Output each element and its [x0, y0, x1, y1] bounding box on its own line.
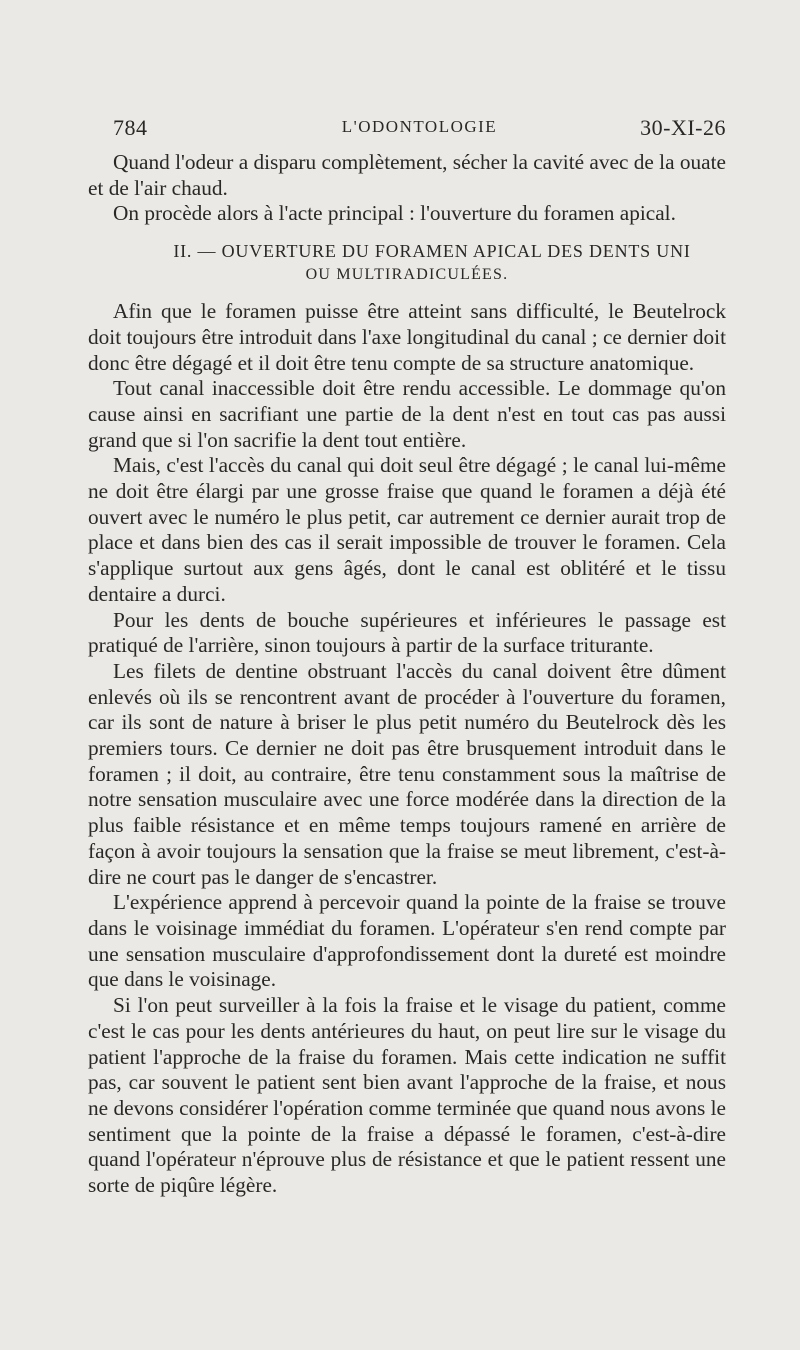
- section-heading-line-2: OU MULTIRADICULÉES.: [305, 266, 509, 284]
- paragraph: Si l'on peut surveiller à la fois la fraise et le visage du patient, comme c'est le cas pour les dents antérieures du haut, on peut lire sur le visage du patient l'approche de la fraise du foramen. Mais cette indication ne suffit pas, car souvent le patient sent bien avant l'approche de la fraise, et nous ne devons considérer l'opération comme terminée que quand nous avons le sentiment que la pointe de la fraise a dépassé le foramen, c'est-à-dire quand l'opérateur n'éprouve plus de résistance et que le patient ressent une sorte de piqûre légère.: [88, 993, 726, 1198]
- paragraph: L'expérience apprend à percevoir quand la pointe de la fraise se trouve dans le voisinage immédiat du foramen. L'opérateur s'en rend compte par une sensation musculaire d'approfondissement dont la dureté est moindre que dans le voisinage.: [88, 890, 726, 992]
- issue-date: 30-XI-26: [640, 115, 726, 140]
- section-heading: [88, 239, 726, 287]
- journal-title: L'ODONTOLOGIE: [341, 117, 498, 136]
- paragraph: Afin que le foramen puisse être atteint sans difficulté, le Beutelrock doit toujours être introduit dans l'axe longitudinal du canal ; ce dernier doit donc être dégagé et il doit être tenu compte de sa structure anatomique.: [88, 299, 726, 375]
- paragraph: Tout canal inaccessible doit être rendu accessible. Le dommage qu'on cause ainsi en sacrifiant une partie de la dent n'est en tout cas pas aussi grand que si l'on sacrifie la dent tout entière.: [88, 376, 726, 452]
- paragraph: Pour les dents de bouche supérieures et inférieures le passage est pratiqué de l'arrière, sinon toujours à partir de la surface triturante.: [88, 607, 726, 658]
- running-header: [113, 115, 726, 145]
- page-number: 784: [113, 115, 148, 140]
- section-heading-line-1: II. — OUVERTURE DU FORAMEN APICAL DES DENTS UNI: [173, 241, 691, 262]
- paragraph: On procède alors à l'acte principal : l'ouverture du foramen apical.: [113, 201, 676, 226]
- paragraph: Mais, c'est l'accès du canal qui doit seul être dégagé ; le canal lui-même ne doit être élargi par une grosse fraise que quand le foramen a déjà été ouvert avec le numéro le plus petit, car autrement ce dernier aurait trop de place et dans bien des cas il serait impossible de trouver le foramen. Cela s'applique surtout aux gens âgés, dont le canal est oblitéré et le tissu dentaire a durci.: [88, 453, 726, 606]
- paragraph: Les filets de dentine obstruant l'accès du canal doivent être dûment enlevés où ils se rencontrent avant de procéder à l'ouverture du foramen, car ils sont de nature à briser le plus petit numéro du Beutelrock dès les premiers tours. Ce dernier ne doit pas être brusquement introduit dans le foramen ; il doit, au contraire, être tenu constamment sous la maîtrise de notre sensation musculaire avec une force modérée dans la direction de la plus faible résistance et en même temps toujours ramené en arrière de façon à avoir toujours la sensation que la fraise se meut librement, c'est-à-dire ne court pas le danger de s'encastrer.: [88, 658, 726, 889]
- body-text: [88, 150, 726, 1199]
- paragraph: Quand l'odeur a disparu complètement, sécher la cavité avec de la ouate et de l'air chaud.: [88, 150, 726, 200]
